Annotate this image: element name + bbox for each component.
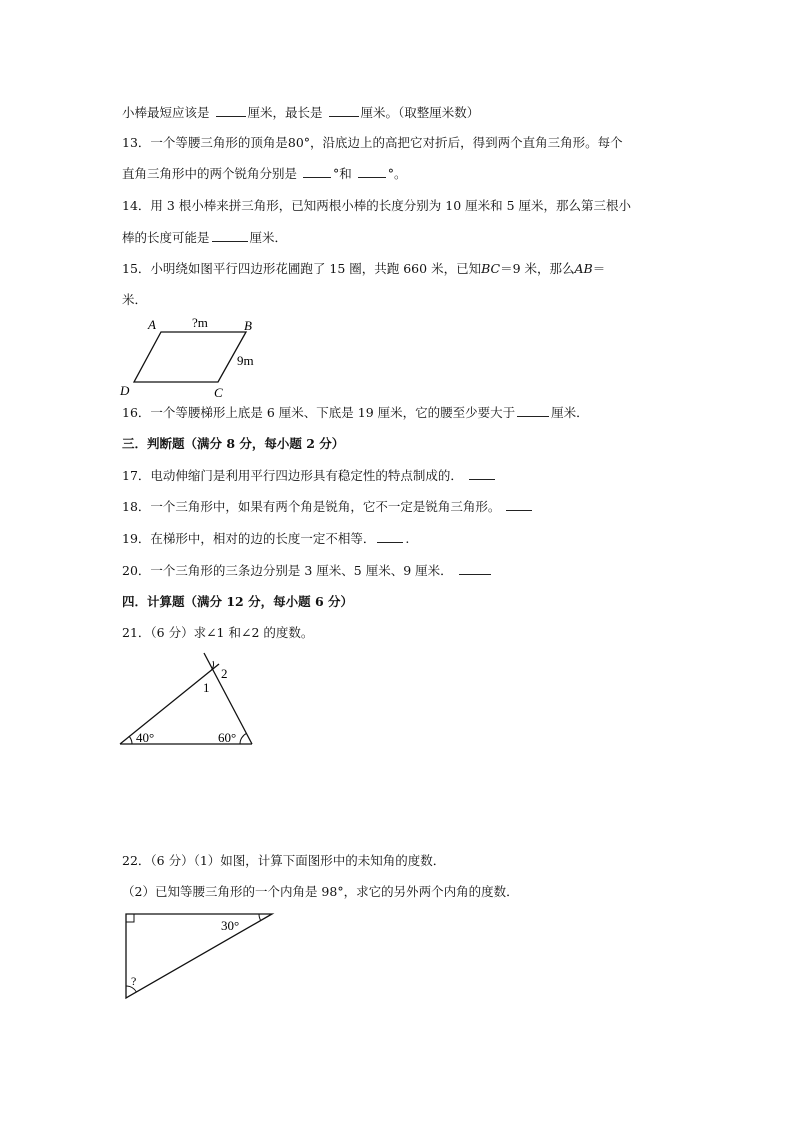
right-angle-marker <box>126 914 134 922</box>
question-15-line2: 米． <box>122 292 148 307</box>
angle-30-label: 30° <box>221 918 240 933</box>
question-20 <box>122 563 493 579</box>
angle-2-label: 2 <box>221 666 228 681</box>
question-12-tail <box>122 105 479 121</box>
q12-blank-min[interactable] <box>216 105 246 117</box>
angle-60-arc <box>240 733 246 744</box>
q15-text-c: ＝ <box>592 261 606 276</box>
vertex-d-label: D <box>120 383 130 398</box>
q18-blank-judge[interactable] <box>506 499 532 511</box>
side-bc-label: 9m <box>237 353 254 368</box>
q13-blank-angle1[interactable] <box>303 166 331 178</box>
q12-text-a: 小棒最短应该是 <box>122 105 210 120</box>
question-15-line1 <box>122 261 605 277</box>
question-13-line2 <box>122 166 407 182</box>
vertex-a-label: A <box>148 317 156 332</box>
question-14-line2 <box>122 230 287 246</box>
angle-40-label: 40° <box>136 730 155 745</box>
q15-text-a: 15．小明绕如图平行四边形花圃跑了 15 圈，共跑 660 米，已知 <box>122 261 482 276</box>
right-triangle-shape <box>126 914 272 998</box>
right-triangle-figure-q22 <box>118 908 283 1008</box>
q16-text-a: 16．一个等腰梯形上底是 6 厘米、下底是 19 厘米，它的腰至少要大于 <box>122 405 516 420</box>
question-22-line1: 22．（6 分）（1）如图，计算下面图形中的未知角的度数． <box>122 853 446 868</box>
question-17 <box>122 468 497 484</box>
vertex-c-label: C <box>214 385 223 400</box>
parallelogram-figure <box>110 310 280 405</box>
q14-text-a: 棒的长度可能是 <box>122 230 210 245</box>
q18-text: 18．一个三角形中，如果有两个角是锐角，它不一定是锐角三角形。 <box>122 499 501 514</box>
q13-text-c: °。 <box>387 166 407 181</box>
q12-text-c: 厘米。（取整厘米数） <box>360 105 480 120</box>
q13-blank-angle2[interactable] <box>358 166 386 178</box>
q20-text: 20．一个三角形的三条边分别是 3 厘米、5 厘米、9 厘米． <box>122 563 453 578</box>
q14-text-b: 厘米． <box>249 230 288 245</box>
angle-60-label: 60° <box>218 730 237 745</box>
angle-40-arc <box>129 737 132 745</box>
angle-1-label: 1 <box>203 680 210 695</box>
question-18 <box>122 499 534 515</box>
parallelogram-shape <box>134 332 246 382</box>
q13-text-a: 直角三角形中的两个锐角分别是 <box>122 166 298 181</box>
section-3-heading: 三．判断题（满分 8 分，每小题 2 分） <box>122 436 345 451</box>
angle-30-arc <box>259 914 261 921</box>
triangle-left-side <box>120 664 219 744</box>
section-4-heading: 四．计算题（满分 12 分，每小题 6 分） <box>122 594 354 609</box>
side-ab-label: ?m <box>192 315 208 330</box>
q15-text-b: ＝9 米，那么 <box>500 261 575 276</box>
q19-blank-judge[interactable] <box>377 531 403 543</box>
q14-blank-length[interactable] <box>212 230 248 242</box>
q17-text: 17．电动伸缩门是利用平行四边形具有稳定性的特点制成的． <box>122 468 463 483</box>
question-14-line1: 14．用 3 根小棒来拼三角形，已知两根小棒的长度分别为 10 厘米和 5 厘米，那么第三根小 <box>122 198 632 213</box>
question-22-line2: （2）已知等腰三角形的一个内角是 98°，求它的另外两个内角的度数． <box>122 884 519 899</box>
unknown-angle-label: ? <box>131 974 137 988</box>
q16-text-b: 厘米． <box>551 405 589 420</box>
q16-blank-length[interactable] <box>517 405 549 417</box>
vertex-b-label: B <box>244 318 252 333</box>
question-16 <box>122 405 589 421</box>
question-21: 21．（6 分）求∠1 和∠2 的度数。 <box>122 625 314 640</box>
triangle-figure-q21 <box>110 645 270 750</box>
q12-text-b: 厘米，最长是 <box>247 105 323 120</box>
q20-blank-judge[interactable] <box>459 563 491 575</box>
question-13-line1: 13．一个等腰三角形的顶角是80°，沿底边上的高把它对折后，得到两个直角三角形。每个 <box>122 135 623 150</box>
q15-bc-label: BC <box>481 261 501 276</box>
q19-text: 19．在梯形中，相对的边的长度一定不相等． <box>122 531 376 546</box>
question-19: 19．在梯形中，相对的边的长度一定不相等． . <box>122 531 410 546</box>
q12-blank-max[interactable] <box>329 105 359 117</box>
q13-text-b: °和 <box>333 166 352 181</box>
q15-ab-label: AB <box>574 261 593 276</box>
q17-blank-judge[interactable] <box>469 468 495 480</box>
